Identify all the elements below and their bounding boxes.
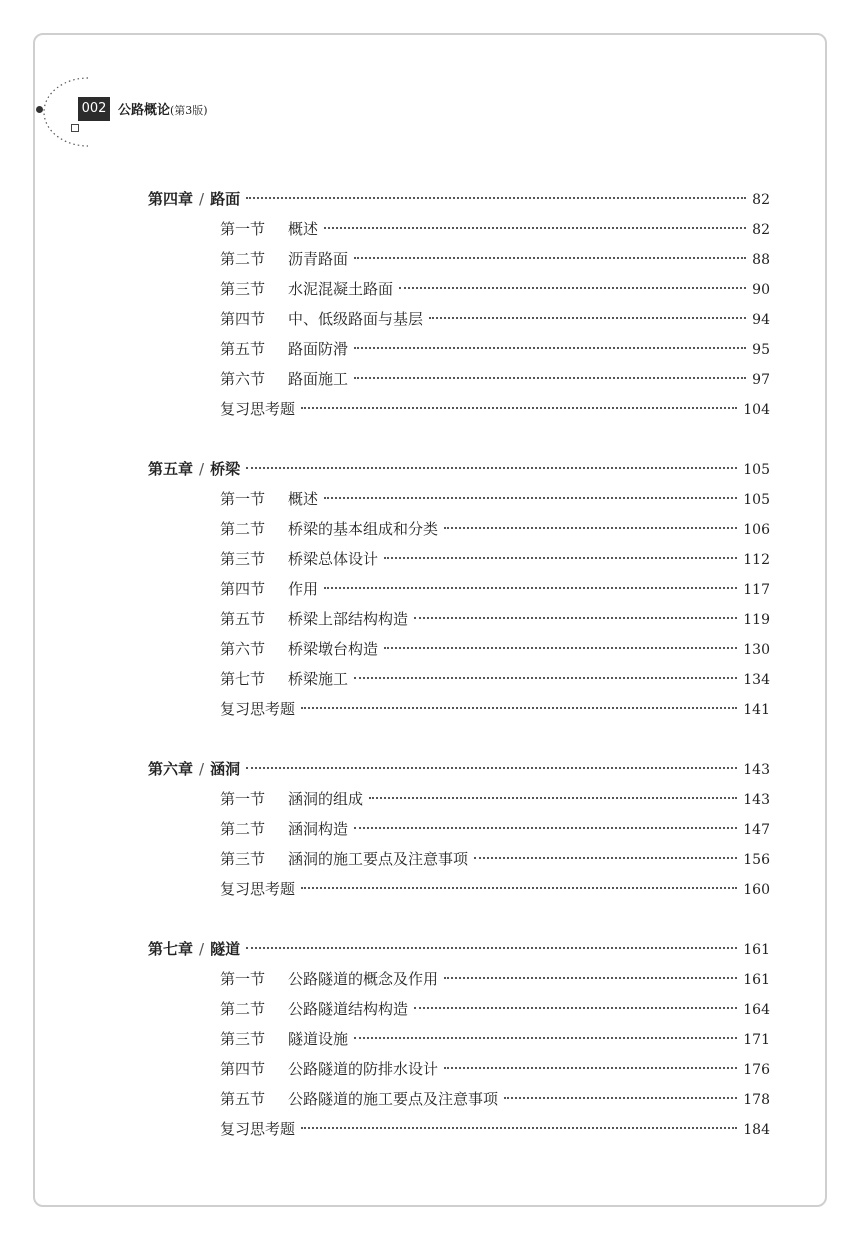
section-label: 第一节	[220, 490, 266, 508]
section-title: 复习思考题	[220, 700, 296, 718]
chapter-title: 涵洞	[210, 760, 241, 778]
page-ref: 90	[752, 282, 770, 298]
book-title: 公路概论	[118, 103, 171, 118]
page-ref: 164	[743, 1002, 770, 1018]
dot-leader	[246, 467, 737, 469]
section-title: 概述	[288, 220, 319, 238]
section-entry[interactable]	[148, 818, 770, 848]
section-title: 路面施工	[288, 370, 349, 388]
dot-leader	[354, 677, 737, 679]
page-ref: 130	[743, 642, 770, 658]
dot-leader	[369, 797, 737, 799]
section-label: 第二节	[220, 250, 266, 268]
section-entry[interactable]	[148, 998, 770, 1028]
dot-leader	[354, 257, 746, 259]
chapter-block	[148, 188, 770, 428]
section-entry[interactable]	[148, 878, 770, 908]
chapter-label: 第六章	[148, 760, 194, 778]
section-title: 涵洞的组成	[288, 790, 364, 808]
page-number: 002	[78, 97, 110, 121]
chapter-entry[interactable]	[148, 758, 770, 788]
section-label: 第七节	[220, 670, 266, 688]
section-title: 涵洞构造	[288, 820, 349, 838]
section-title: 复习思考题	[220, 400, 296, 418]
page-ref: 161	[743, 942, 770, 958]
dot-leader	[246, 197, 746, 199]
section-title: 涵洞的施工要点及注意事项	[288, 850, 469, 868]
section-label: 第三节	[220, 550, 266, 568]
section-entry[interactable]	[148, 668, 770, 698]
section-label: 第四节	[220, 1060, 266, 1078]
section-label: 第二节	[220, 820, 266, 838]
chapter-block	[148, 938, 770, 1148]
dot-leader	[354, 377, 746, 379]
chapter-block	[148, 458, 770, 728]
page-ref: 147	[743, 822, 770, 838]
table-of-contents	[148, 188, 770, 1178]
page-ref: 143	[743, 762, 770, 778]
section-entry[interactable]	[148, 608, 770, 638]
section-entry[interactable]	[148, 1118, 770, 1148]
chapter-label: 第七章	[148, 940, 194, 958]
section-label: 第一节	[220, 220, 266, 238]
section-entry[interactable]	[148, 248, 770, 278]
page-ref: 143	[743, 792, 770, 808]
chapter-separator: /	[199, 460, 205, 478]
page-ref: 105	[743, 492, 770, 508]
section-entry[interactable]	[148, 488, 770, 518]
dot-leader	[354, 1037, 737, 1039]
section-label: 第三节	[220, 850, 266, 868]
dot-leader	[414, 617, 737, 619]
section-entry[interactable]	[148, 368, 770, 398]
section-title: 公路隧道的概念及作用	[288, 970, 439, 988]
section-label: 第五节	[220, 610, 266, 628]
section-title: 复习思考题	[220, 1120, 296, 1138]
section-title: 复习思考题	[220, 880, 296, 898]
dot-leader	[324, 587, 737, 589]
section-entry[interactable]	[148, 1088, 770, 1118]
page-ref: 119	[743, 612, 770, 628]
dot-leader	[444, 527, 737, 529]
section-entry[interactable]	[148, 308, 770, 338]
dot-leader	[474, 857, 737, 859]
section-label: 第三节	[220, 1030, 266, 1048]
chapter-entry[interactable]	[148, 188, 770, 218]
section-title: 路面防滑	[288, 340, 349, 358]
page-ref: 117	[743, 582, 770, 598]
chapter-separator: /	[199, 760, 205, 778]
section-entry[interactable]	[148, 638, 770, 668]
page-ref: 88	[752, 252, 770, 268]
section-entry[interactable]	[148, 218, 770, 248]
page-ref: 97	[752, 372, 770, 388]
dot-leader	[301, 887, 737, 889]
section-label: 第六节	[220, 370, 266, 388]
section-title: 水泥混凝土路面	[288, 280, 394, 298]
dot-leader	[444, 977, 737, 979]
page-ref: 156	[743, 852, 770, 868]
chapter-entry[interactable]	[148, 458, 770, 488]
section-label: 第六节	[220, 640, 266, 658]
section-entry[interactable]	[148, 968, 770, 998]
page-ref: 160	[743, 882, 770, 898]
section-entry[interactable]	[148, 578, 770, 608]
decorative-dot	[36, 106, 43, 113]
dot-leader	[504, 1097, 737, 1099]
section-label: 第四节	[220, 580, 266, 598]
section-label: 第一节	[220, 790, 266, 808]
page-ref: 112	[743, 552, 770, 568]
page-ref: 82	[752, 192, 770, 208]
section-label: 第一节	[220, 970, 266, 988]
dot-leader	[399, 287, 746, 289]
section-label: 第二节	[220, 1000, 266, 1018]
chapter-separator: /	[199, 190, 205, 208]
section-label: 第五节	[220, 340, 266, 358]
dot-leader	[429, 317, 746, 319]
page-ref: 184	[743, 1122, 770, 1138]
section-title: 桥梁施工	[288, 670, 349, 688]
dot-leader	[414, 1007, 737, 1009]
section-title: 公路隧道结构构造	[288, 1000, 409, 1018]
dot-leader	[354, 827, 737, 829]
page-ref: 106	[743, 522, 770, 538]
page-ref: 82	[752, 222, 770, 238]
page-ref: 176	[743, 1062, 770, 1078]
chapter-title: 隧道	[210, 940, 241, 958]
dot-leader	[246, 947, 737, 949]
chapter-entry[interactable]	[148, 938, 770, 968]
dot-leader	[246, 767, 737, 769]
dot-leader	[444, 1067, 737, 1069]
section-entry[interactable]	[148, 518, 770, 548]
section-label: 第二节	[220, 520, 266, 538]
section-title: 桥梁总体设计	[288, 550, 379, 568]
page-ref: 178	[743, 1092, 770, 1108]
page-ref: 95	[752, 342, 770, 358]
section-entry[interactable]	[148, 698, 770, 728]
section-title: 桥梁墩台构造	[288, 640, 379, 658]
chapter-separator: /	[199, 940, 205, 958]
decorative-square	[71, 124, 79, 132]
section-entry[interactable]	[148, 548, 770, 578]
section-title: 沥青路面	[288, 250, 349, 268]
chapter-title: 桥梁	[210, 460, 241, 478]
dot-leader	[301, 1127, 737, 1129]
dot-leader	[324, 227, 746, 229]
section-title: 公路隧道的防排水设计	[288, 1060, 439, 1078]
dot-leader	[324, 497, 737, 499]
page-ref: 134	[743, 672, 770, 688]
section-title: 作用	[288, 580, 319, 598]
dot-leader	[384, 557, 737, 559]
page-ref: 161	[743, 972, 770, 988]
dot-leader	[301, 407, 737, 409]
section-entry[interactable]	[148, 1028, 770, 1058]
section-entry[interactable]	[148, 398, 770, 428]
dot-leader	[301, 707, 737, 709]
section-title: 桥梁的基本组成和分类	[288, 520, 439, 538]
section-entry[interactable]	[148, 278, 770, 308]
section-label: 第五节	[220, 1090, 266, 1108]
chapter-label: 第五章	[148, 460, 194, 478]
section-entry[interactable]	[148, 848, 770, 878]
section-title: 桥梁上部结构构造	[288, 610, 409, 628]
chapter-title: 路面	[210, 190, 241, 208]
running-header	[118, 99, 208, 118]
section-entry[interactable]	[148, 788, 770, 818]
section-title: 中、低级路面与基层	[288, 310, 424, 328]
section-title: 隧道设施	[288, 1030, 349, 1048]
page-ref: 94	[752, 312, 770, 328]
chapter-block	[148, 758, 770, 908]
section-entry[interactable]	[148, 1058, 770, 1088]
page-ref: 171	[743, 1032, 770, 1048]
page-ref: 105	[743, 462, 770, 478]
section-label: 第三节	[220, 280, 266, 298]
chapter-label: 第四章	[148, 190, 194, 208]
section-title: 概述	[288, 490, 319, 508]
edition-label: (第3版)	[170, 104, 208, 117]
dot-leader	[384, 647, 737, 649]
section-title: 公路隧道的施工要点及注意事项	[288, 1090, 499, 1108]
section-entry[interactable]	[148, 338, 770, 368]
page-ref: 104	[743, 402, 770, 418]
dot-leader	[354, 347, 746, 349]
page-ref: 141	[743, 702, 770, 718]
section-label: 第四节	[220, 310, 266, 328]
